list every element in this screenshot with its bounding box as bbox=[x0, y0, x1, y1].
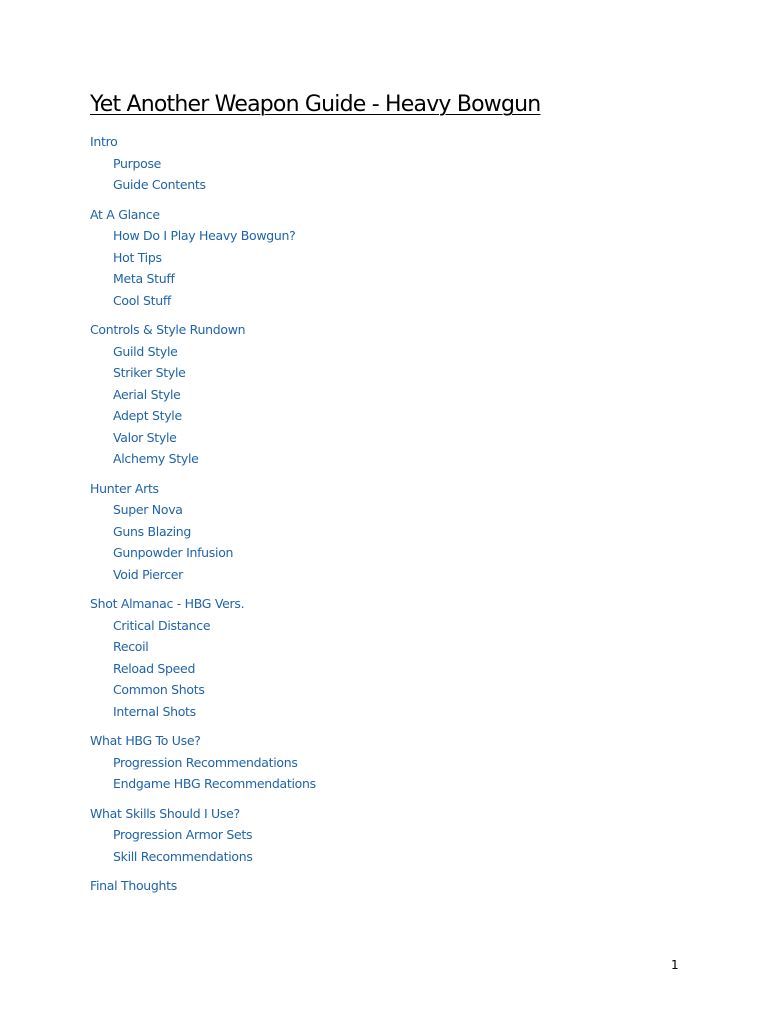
page-number: 1 bbox=[671, 958, 679, 972]
toc-sublist bbox=[90, 824, 316, 867]
toc-link-common-shots[interactable]: Common Shots bbox=[113, 682, 205, 697]
toc-link-guild-style[interactable]: Guild Style bbox=[113, 343, 178, 359]
toc-sublist bbox=[90, 752, 316, 795]
toc-link-guns-blazing[interactable]: Guns Blazing bbox=[113, 523, 192, 539]
toc-link-intro[interactable]: Intro bbox=[90, 134, 118, 149]
toc-link-purpose[interactable]: Purpose bbox=[113, 155, 162, 171]
document-title: Yet Another Weapon Guide - Heavy Bowgun bbox=[90, 92, 541, 117]
toc-sublist bbox=[90, 153, 316, 196]
toc-link-void-piercer[interactable]: Void Piercer bbox=[113, 566, 184, 582]
toc-section-hunter-arts bbox=[90, 478, 316, 586]
toc-link-skill-recommendations[interactable]: Skill Recommendations bbox=[113, 848, 253, 864]
toc-sublist bbox=[90, 225, 316, 311]
toc-link-critical-distance[interactable]: Critical Distance bbox=[113, 617, 211, 633]
toc-link-reload-speed[interactable]: Reload Speed bbox=[113, 660, 196, 676]
table-of-contents bbox=[90, 131, 316, 905]
toc-section-skills bbox=[90, 803, 316, 868]
toc-link-gunpowder-infusion[interactable]: Gunpowder Infusion bbox=[113, 545, 234, 560]
toc-section-controls bbox=[90, 319, 316, 470]
toc-link-shot-almanac[interactable]: Shot Almanac - HBG Vers. bbox=[90, 596, 245, 611]
toc-sublist bbox=[90, 341, 316, 470]
toc-sublist bbox=[90, 499, 316, 585]
toc-link-cool-stuff[interactable]: Cool Stuff bbox=[113, 292, 172, 308]
toc-link-aerial-style[interactable]: Aerial Style bbox=[113, 386, 181, 402]
toc-link-adept-style[interactable]: Adept Style bbox=[113, 408, 182, 423]
toc-link-valor-style[interactable]: Valor Style bbox=[113, 429, 177, 445]
toc-section-at-a-glance bbox=[90, 204, 316, 312]
toc-link-guide-contents[interactable]: Guide Contents bbox=[113, 177, 206, 192]
toc-link-what-hbg-to-use[interactable]: What HBG To Use? bbox=[90, 733, 201, 748]
toc-link-super-nova[interactable]: Super Nova bbox=[113, 502, 183, 517]
toc-link-hunter-arts[interactable]: Hunter Arts bbox=[90, 480, 159, 496]
toc-sublist bbox=[90, 615, 316, 723]
toc-link-meta-stuff[interactable]: Meta Stuff bbox=[113, 271, 175, 286]
toc-link-controls-style-rundown[interactable]: Controls & Style Rundown bbox=[90, 322, 246, 337]
toc-link-endgame-hbg-recommendations[interactable]: Endgame HBG Recommendations bbox=[113, 776, 316, 791]
toc-section-what-hbg bbox=[90, 730, 316, 795]
toc-link-what-skills[interactable]: What Skills Should I Use? bbox=[90, 805, 240, 821]
toc-link-alchemy-style[interactable]: Alchemy Style bbox=[113, 451, 199, 466]
toc-link-progression-armor-sets[interactable]: Progression Armor Sets bbox=[113, 827, 253, 842]
toc-section-shot-almanac bbox=[90, 593, 316, 722]
toc-link-at-a-glance[interactable]: At A Glance bbox=[90, 206, 160, 222]
toc-link-striker-style[interactable]: Striker Style bbox=[113, 365, 186, 380]
toc-link-internal-shots[interactable]: Internal Shots bbox=[113, 703, 196, 719]
toc-link-recoil[interactable]: Recoil bbox=[113, 639, 149, 654]
toc-link-hot-tips[interactable]: Hot Tips bbox=[113, 249, 162, 265]
toc-link-progression-recommendations[interactable]: Progression Recommendations bbox=[113, 754, 298, 770]
toc-link-how-do-i-play[interactable]: How Do I Play Heavy Bowgun? bbox=[113, 228, 296, 243]
toc-section-intro bbox=[90, 131, 316, 196]
toc-section-final-thoughts bbox=[90, 875, 316, 897]
toc-link-final-thoughts[interactable]: Final Thoughts bbox=[90, 878, 177, 893]
